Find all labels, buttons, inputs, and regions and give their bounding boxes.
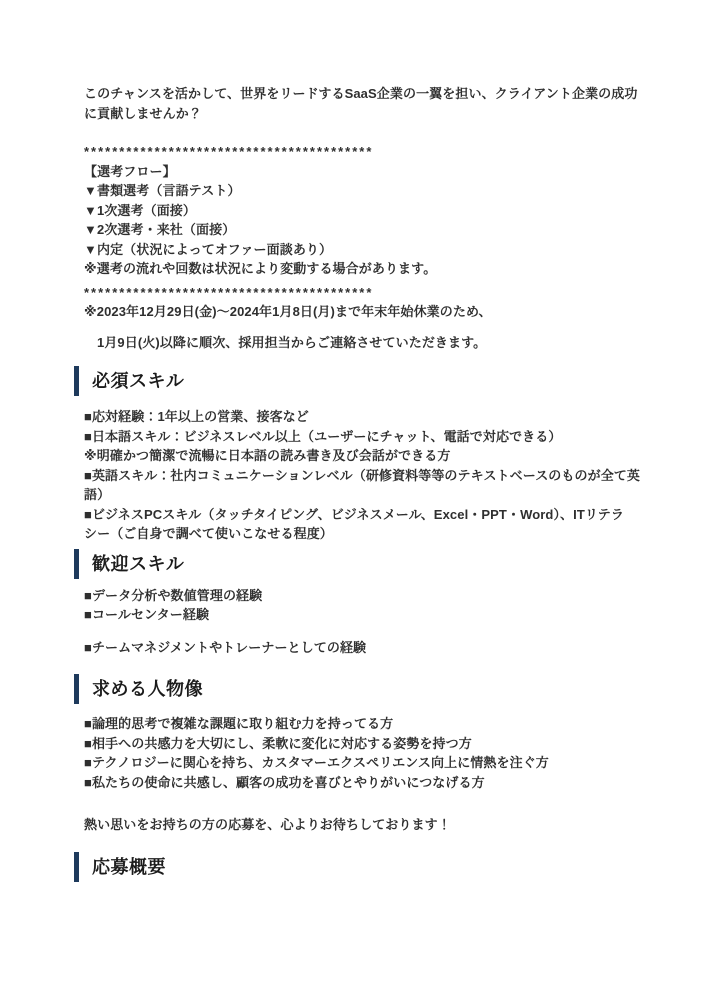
holiday-notice-line: ※2023年12月29日(金)～2024年1月8日(月)まで年末年始休業のため、	[84, 304, 492, 319]
welcome-skill-line: ■チームマネジメントやトレーナーとしての経験	[84, 639, 367, 655]
asterisk-divider: *****************************************	[84, 144, 374, 159]
asterisk-divider: *****************************************	[84, 284, 374, 300]
section-heading-ideal-candidate: 求める人物像	[74, 674, 647, 704]
ideal-candidate-line: ■論理的思考で複雑な課題に取り組む力を持ってる方	[84, 716, 394, 731]
ideal-candidate-line: ■私たちの使命に共感し、顧客の成功を喜びとやりがいにつなげる方	[84, 774, 485, 790]
required-skill-line: シー（ご自身で調べて使いこなせる程度）	[84, 526, 333, 541]
holiday-notice-continuation	[84, 333, 647, 353]
closing-block	[84, 815, 647, 835]
flow-step-offer: ▼内定（状況によってオファー面談あり）	[84, 241, 333, 257]
selection-flow-block	[84, 142, 647, 279]
section-heading-required-skills: 必須スキル	[74, 366, 647, 396]
intro-line: に貢献しませんか？	[84, 105, 202, 121]
required-skill-line: ■英語スキル：社内コミュニケーションレベル（研修資料等等のテキストベースのものが全て英	[84, 467, 641, 483]
welcome-skills-extra	[84, 638, 647, 658]
intro-paragraph	[84, 84, 647, 123]
ideal-candidate-block	[84, 714, 647, 792]
intro-line: このチャンスを活かして、世界をリードするSaaS企業の一翼を担い、クライアント企業の成功	[84, 86, 638, 101]
section-heading-welcome-skills: 歓迎スキル	[74, 549, 647, 579]
required-skill-line: 語）	[84, 487, 111, 502]
welcome-skill-line: ■コールセンター経験	[84, 607, 210, 622]
flow-step-second-interview: ▼2次選考・来社（面接）	[84, 222, 236, 237]
ideal-candidate-line: ■相手への共感力を大切にし、柔軟に変化に対応する姿勢を持つ方	[84, 735, 472, 751]
holiday-notice-line: 1月9日(火)以降に順次、採用担当からご連絡させていただきます。	[97, 334, 487, 350]
required-skill-line: ■日本語スキル：ビジネスレベル以上（ユーザーにチャット、電話で対応できる）	[84, 428, 562, 444]
welcome-skill-line: ■データ分析や数値管理の経験	[84, 587, 263, 603]
selection-flow-title: 【選考フロー】	[84, 163, 176, 179]
required-skill-line: ■ビジネスPCスキル（タッチタイピング、ビジネスメール、Excel・PPT・Word）、ITリテラ	[84, 506, 624, 522]
closing-message: 熱い思いをお持ちの方の応募を、心よりお待ちしております！	[84, 817, 451, 832]
welcome-skills-block	[84, 586, 647, 625]
section-heading-application-overview: 応募概要	[74, 852, 647, 882]
flow-step-document-screening: ▼書類選考（言語テスト）	[84, 183, 241, 198]
flow-note: ※選考の流れや回数は状況により変動する場合があります。	[84, 261, 437, 276]
holiday-notice-block	[84, 283, 647, 322]
required-skills-block	[84, 407, 647, 544]
required-skill-line: ※明確かつ簡潔で流暢に日本語の読み書き及び会話ができる方	[84, 448, 451, 463]
ideal-candidate-line: ■テクノロジーに関心を持ち、カスタマーエクスペリエンス向上に情熱を注ぐ方	[84, 755, 549, 770]
required-skill-line: ■応対経験：1年以上の営業、接客など	[84, 409, 309, 424]
flow-step-first-interview: ▼1次選考（面接）	[84, 202, 196, 218]
